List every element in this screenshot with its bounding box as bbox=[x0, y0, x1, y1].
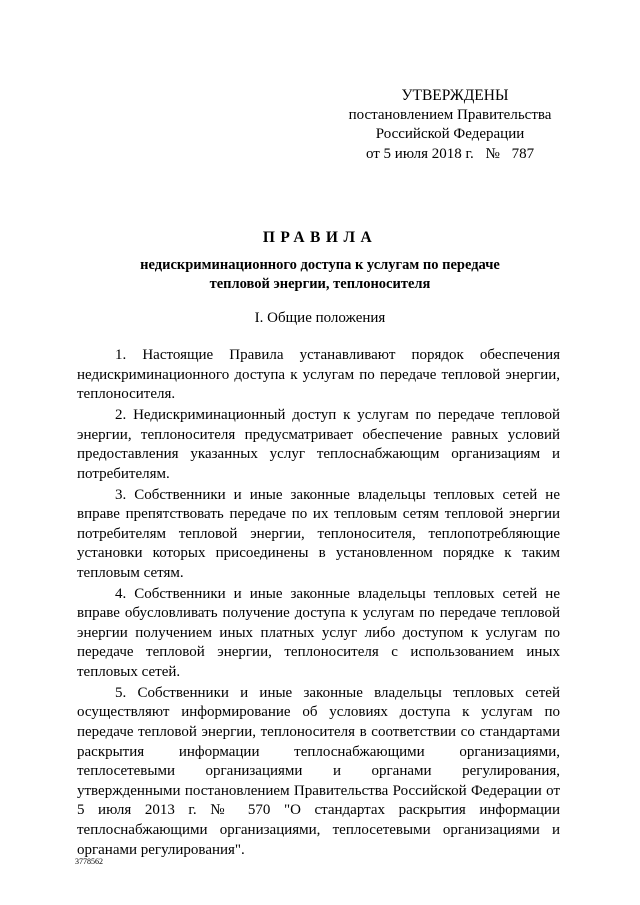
approval-number-sign: № bbox=[485, 145, 500, 162]
document-subtitle bbox=[0, 256, 640, 294]
document-body bbox=[77, 346, 560, 861]
subtitle-line-1: недискриминационного доступа к услугам по передаче bbox=[140, 257, 500, 273]
footer-code: 3778562 bbox=[75, 857, 103, 866]
approval-date-number bbox=[330, 145, 570, 165]
approval-line-2: Российской Федерации bbox=[375, 126, 525, 142]
paragraph-5: 5. Собственники и иные законные владельцы тепловых сетей осуществляют информирование об условиях доступа к услугам по передаче тепловой энергии, теплоносителя в соответствии со стандартами раскрытия информации теплоснабжающими организациями, теплосетевыми организациями и органами регулирования, утвержденными постановлением Правительства Российской Федерации от 5 июля 2013 г. № 570 "О стандартах раскрытия информации теплоснабжающими организациями, теплосетевыми организациями и органами регулирования". bbox=[77, 684, 560, 858]
subtitle-line-2: тепловой энергии, теплоносителя bbox=[209, 276, 431, 292]
approval-line-1: постановлением Правительства bbox=[348, 106, 552, 123]
paragraph-2: 2. Недискриминационный доступ к услугам по передаче тепловой энергии, теплоносителя предусматривает обеспечение равных условий предоставления указанных услуг теплоснабжающим организациям и потребителям. bbox=[77, 406, 560, 482]
paragraph-4: 4. Собственники и иные законные владельцы тепловых сетей не вправе обусловливать получение доступа к услугам по передаче тепловой энергии получением иных платных услуг либо доступом к услугам по передаче тепловой энергии, теплоносителя с использованием иных тепловых сетей. bbox=[77, 585, 560, 681]
approval-heading: УТВЕРЖДЕНЫ bbox=[401, 87, 509, 104]
document-title: ПРАВИЛА bbox=[262, 229, 378, 246]
paragraph-3: 3. Собственники и иные законные владельцы тепловых сетей не вправе препятствовать передаче по их тепловым сетям тепловой энергии потребителям тепловой энергии, теплоносителя, теплопотребляющие установки которых присоединены в установленном порядке к таким тепловым сетям. bbox=[77, 486, 560, 581]
paragraph-1: 1. Настоящие Правила устанавливают порядок обеспечения недискриминационного доступа к услугам по передаче тепловой энергии, теплоносителя. bbox=[77, 347, 560, 403]
approval-block bbox=[330, 86, 570, 164]
section-heading: I. Общие положения bbox=[254, 310, 386, 326]
approval-number: 787 bbox=[511, 145, 535, 162]
approval-date: от 5 июля 2018 г. bbox=[365, 145, 474, 162]
